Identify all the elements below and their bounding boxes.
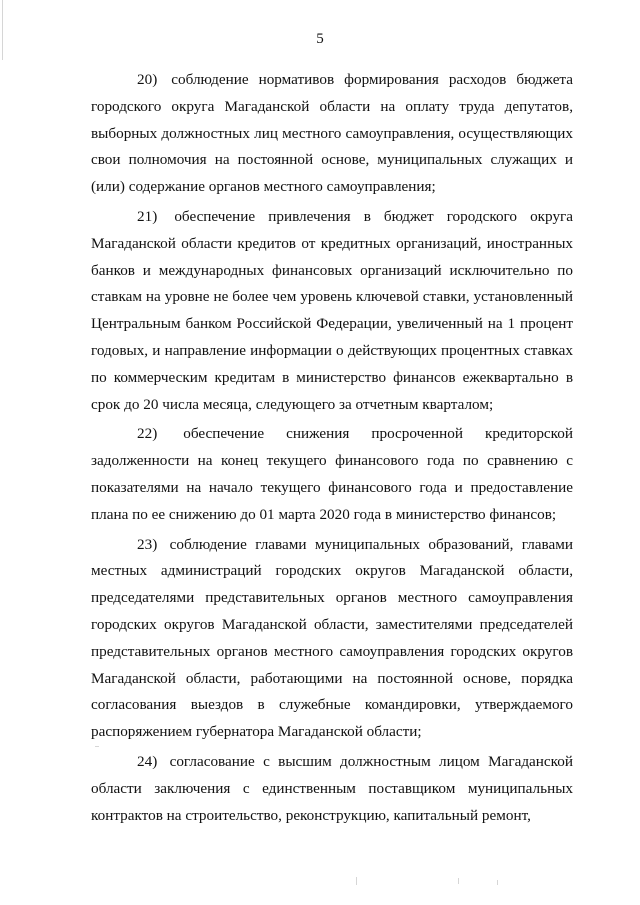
- item-text: соблюдение главами муниципальных образований, главами местных администраций городских округов Магаданской области, председателями представительных органов местного самоуправления городских округов Магаданской области, заместителями председателей представительных органов местного самоуправления городских округов Магаданской области, работающими на постоянной основе, порядка согласования выездов в служебные командировки, утверждаемого распоряжением губернатора Магаданской области;: [91, 535, 573, 741]
- list-item-20: [91, 67, 573, 201]
- scan-mark: [458, 878, 459, 884]
- item-number: 21): [137, 207, 158, 225]
- list-item-23: [91, 532, 573, 746]
- item-number: 24): [137, 752, 158, 770]
- item-number: 23): [137, 535, 158, 553]
- item-number: 22): [137, 425, 158, 443]
- item-number: 20): [137, 71, 158, 88]
- scan-mark: [497, 880, 498, 885]
- item-text: обеспечение привлечения в бюджет городского округа Магаданской области кредитов от кредитных организаций, иностранных банков и международных финансовых организаций исключительно по ставкам на уровне не более чем уровень ключевой ставки, установленный Центральным банком Российской Федерации, увеличенный на 1 процент годовых, и направление информации о действующих процентных ставках по коммерческим кредитам в министерство финансов ежеквартально в срок до 20 числа месяца, следующего за отчетным кварталом;: [91, 207, 574, 413]
- scan-mark: [95, 746, 99, 747]
- list-item-22: [91, 421, 573, 528]
- scan-mark: [2, 0, 3, 60]
- list-item-24: [91, 749, 573, 829]
- list-item-21: [91, 204, 573, 418]
- item-text: согласование с высшим должностным лицом Магаданской области заключения с единственным поставщиком муниципальных контрактов на строительство, реконструкцию, капитальный ремонт,: [91, 752, 573, 824]
- item-text: обеспечение снижения просроченной кредиторской задолженности на конец текущего финансового года по сравнению с показателями на начало текущего финансового года и предоставление плана по ее снижению до 01 марта 2020 года в министерство финансов;: [91, 425, 574, 523]
- page-number: 5: [316, 31, 324, 47]
- document-body: [91, 67, 573, 832]
- item-text: соблюдение нормативов формирования расходов бюджета городского округа Магаданской области на оплату труда депутатов, выборных должностных лиц местного самоуправления, осуществляющих свои полномочия на постоянной основе, муниципальных служащих и (или) содержание органов местного самоуправления;: [91, 71, 573, 196]
- scan-mark: [356, 877, 357, 885]
